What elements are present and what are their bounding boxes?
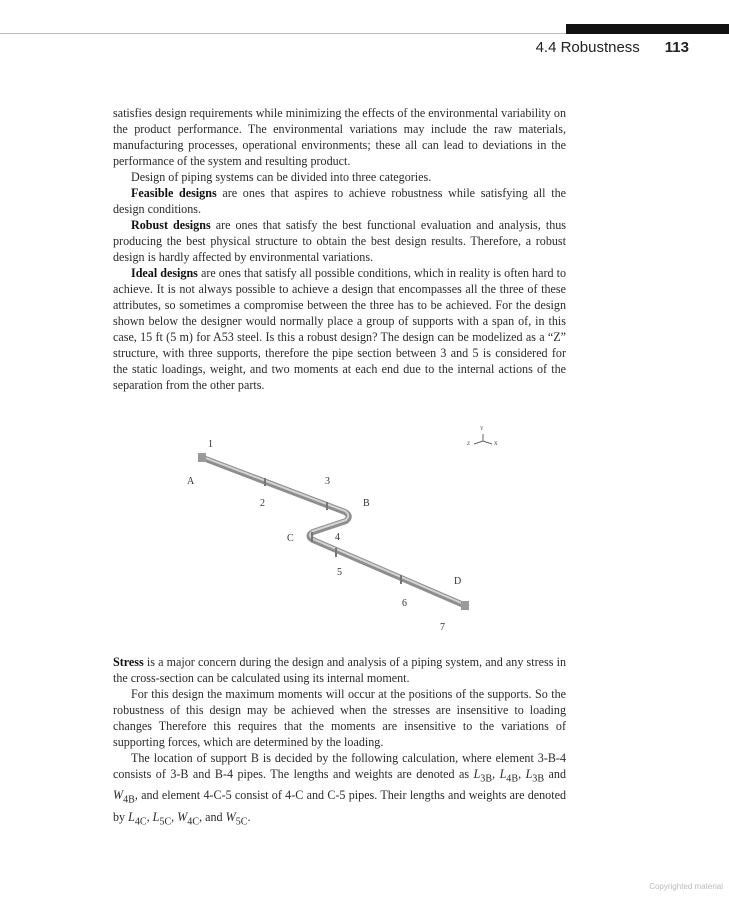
node-label-3: 3 — [325, 476, 330, 487]
symbol-L: L — [152, 809, 160, 824]
pipe-highlight — [203, 457, 466, 605]
text-support-b-a: The location of support B is decided by the following calculation, where element 3-B-4 consists of 3-B and B-4 pipes. The lengths and weights are denoted as — [113, 751, 566, 781]
copyright-watermark: Copyrighted material — [649, 882, 723, 891]
node-label-4: 4 — [335, 532, 340, 543]
conjunction: , and — [199, 809, 226, 824]
subscript-4C: 4C — [134, 816, 147, 828]
paragraph-categories: Design of piping systems can be divided into three categories. — [131, 170, 432, 184]
separator: , — [171, 809, 178, 824]
z-pipe-figure — [150, 420, 510, 640]
paragraph-intro: satisfies design requirements while minimizing the effects of the environmental variability on the product performance. The environmental variations may include the raw materials, manufacturing processes, operational environments; these all can lead to deviations in the performance of the system and resulting product. — [113, 106, 566, 168]
text-robust: are ones that satisfy the best functional evaluation and analysis, thus producing the best physical structure to obtain the best design results. Therefore, a robust design is hardly affected by environmental variations. — [113, 218, 566, 264]
symbol-W: W — [177, 809, 188, 824]
term-ideal: Ideal designs — [131, 266, 198, 280]
subscript-4B: 4B — [506, 773, 519, 785]
text-ideal: are ones that satisfy all possible conditions, which in reality is often hard to achieve. It is not always possible to achieve a design that encompasses all the three of these attributes, so sometimes a compromise between the three has to be achieved. For the design shown below the designer would normally place a group of supports with a span of, in this case, 15 ft (5 m) for A53 steel. Is this a robust design? The design can be modelized as a “Z” structure, with three supports, therefore the pipe section between 3 and 5 is considered for the static loadings, weight, and two moments at each end due to the internal actions of the separation from the other parts. — [113, 266, 566, 392]
subscript-5C: 5C — [159, 816, 172, 828]
axis-triad — [467, 427, 498, 447]
support-label-D: D — [454, 576, 462, 587]
node-label-5: 5 — [337, 567, 342, 578]
support-7 — [461, 601, 469, 610]
node-label-6: 6 — [402, 598, 407, 609]
term-robust: Robust designs — [131, 218, 211, 232]
period: . — [247, 809, 251, 824]
symbol-W: W — [113, 788, 124, 803]
symbol-L: L — [525, 767, 533, 781]
header-bar — [566, 24, 729, 34]
paragraph-support-b — [113, 750, 566, 830]
axis-x-label: X — [494, 442, 498, 447]
conjunction: and — [544, 767, 566, 781]
support-A — [198, 453, 206, 462]
symbol-L: L — [128, 809, 135, 824]
node-label-2: 2 — [260, 498, 265, 509]
page-number: 113 — [664, 39, 689, 56]
text-feasible: are ones that aspires to achieve robustness while satisfying all the design conditions. — [113, 186, 566, 216]
axis-z-label: Z — [467, 442, 471, 447]
paragraph-stress — [113, 654, 566, 686]
separator: , — [492, 767, 500, 781]
section-title: 4.4 Robustness — [535, 39, 640, 56]
text-stress: is a major concern during the design and analysis of a piping system, and any stress in the cross-section can be calculated using its internal moment. — [113, 655, 566, 685]
term-stress: Stress — [113, 655, 144, 669]
paragraph-ideal — [113, 265, 566, 393]
subscript-3B: 3B — [480, 773, 493, 785]
symbol-L: L — [499, 767, 507, 781]
running-head — [536, 39, 689, 56]
separator: , — [518, 767, 526, 781]
axis-y-label: Y — [480, 427, 484, 432]
support-label-A: A — [187, 476, 195, 487]
support-label-B: B — [363, 498, 370, 509]
subscript-4B: 4B — [123, 794, 135, 806]
node-label-1: 1 — [208, 439, 213, 450]
symbol-W: W — [225, 809, 236, 824]
subscript-5C: 5C — [235, 816, 248, 828]
separator: , — [146, 809, 153, 824]
paragraph-moments: For this design the maximum moments will occur at the positions of the supports. So the robustness of this design may be achieved when the stresses are insensitive to loading changes Therefore this requires that the moments are insensitive to the variations of supporting forces, which are determined by the loading. — [113, 687, 566, 749]
term-feasible: Feasible designs — [131, 186, 217, 200]
symbol-L: L — [473, 767, 481, 781]
paragraph-feasible — [113, 185, 566, 217]
text-support-b-b: , and element 4-C-5 consist of 4-C and C-5 pipes. Their lengths and weights are denoted by — [113, 788, 566, 824]
node-label-7: 7 — [440, 622, 445, 633]
paragraph-robust — [113, 217, 566, 265]
support-label-C: C — [287, 533, 294, 544]
subscript-4C: 4C — [187, 816, 200, 828]
subscript-3B: 3B — [532, 773, 545, 785]
